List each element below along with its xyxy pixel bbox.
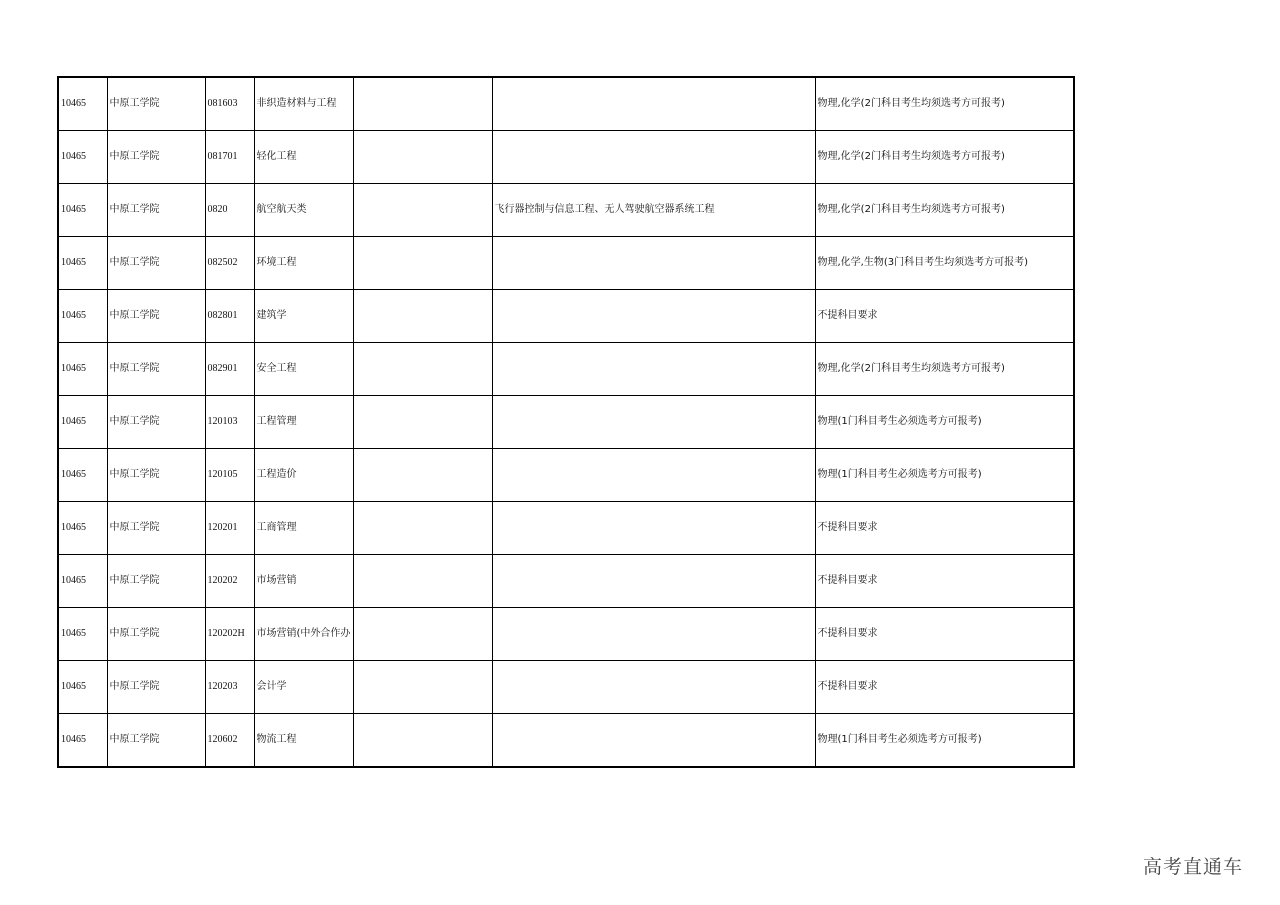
school-code-cell: 10465 bbox=[58, 608, 107, 661]
subject-requirement-cell: 物理(1门科目考生必须选考方可报考) bbox=[815, 396, 1074, 449]
major-code-cell: 120203 bbox=[205, 661, 254, 714]
major-code-cell: 120201 bbox=[205, 502, 254, 555]
major-name-cell: 环境工程 bbox=[254, 237, 353, 290]
school-code-cell: 10465 bbox=[58, 290, 107, 343]
empty-column-cell bbox=[353, 555, 492, 608]
school-name-cell: 中原工学院 bbox=[107, 502, 205, 555]
included-majors-cell bbox=[492, 555, 815, 608]
table-row bbox=[58, 714, 1074, 768]
school-name-cell: 中原工学院 bbox=[107, 131, 205, 184]
included-majors-cell bbox=[492, 661, 815, 714]
major-code-cell: 081701 bbox=[205, 131, 254, 184]
major-code-cell: 082901 bbox=[205, 343, 254, 396]
included-majors-cell bbox=[492, 608, 815, 661]
subject-requirement-cell: 不提科目要求 bbox=[815, 661, 1074, 714]
major-code-cell: 120105 bbox=[205, 449, 254, 502]
table-row bbox=[58, 77, 1074, 131]
major-code-cell: 120103 bbox=[205, 396, 254, 449]
major-name-cell: 工程造价 bbox=[254, 449, 353, 502]
subject-requirement-cell: 不提科目要求 bbox=[815, 555, 1074, 608]
included-majors-cell: 飞行器控制与信息工程、无人驾驶航空器系统工程 bbox=[492, 184, 815, 237]
major-name-cell: 物流工程 bbox=[254, 714, 353, 768]
subject-requirement-cell: 物理,化学(2门科目考生均须选考方可报考) bbox=[815, 131, 1074, 184]
table-row bbox=[58, 131, 1074, 184]
school-name-cell: 中原工学院 bbox=[107, 555, 205, 608]
included-majors-cell bbox=[492, 449, 815, 502]
empty-column-cell bbox=[353, 608, 492, 661]
school-code-cell: 10465 bbox=[58, 184, 107, 237]
school-code-cell: 10465 bbox=[58, 714, 107, 768]
subject-requirement-cell: 物理(1门科目考生必须选考方可报考) bbox=[815, 714, 1074, 768]
empty-column-cell bbox=[353, 184, 492, 237]
empty-column-cell bbox=[353, 131, 492, 184]
school-name-cell: 中原工学院 bbox=[107, 449, 205, 502]
empty-column-cell bbox=[353, 661, 492, 714]
major-name-cell: 建筑学 bbox=[254, 290, 353, 343]
table-row bbox=[58, 661, 1074, 714]
major-code-cell: 120202H bbox=[205, 608, 254, 661]
major-code-cell: 120602 bbox=[205, 714, 254, 768]
table-row bbox=[58, 290, 1074, 343]
included-majors-cell bbox=[492, 502, 815, 555]
major-name-cell: 安全工程 bbox=[254, 343, 353, 396]
major-name-cell: 市场营销 bbox=[254, 555, 353, 608]
included-majors-cell bbox=[492, 396, 815, 449]
empty-column-cell bbox=[353, 396, 492, 449]
empty-column-cell bbox=[353, 77, 492, 131]
included-majors-cell bbox=[492, 77, 815, 131]
school-code-cell: 10465 bbox=[58, 502, 107, 555]
table-row bbox=[58, 449, 1074, 502]
major-name-cell: 工商管理 bbox=[254, 502, 353, 555]
table-row bbox=[58, 555, 1074, 608]
school-name-cell: 中原工学院 bbox=[107, 237, 205, 290]
school-name-cell: 中原工学院 bbox=[107, 661, 205, 714]
school-name-cell: 中原工学院 bbox=[107, 77, 205, 131]
major-code-cell: 082502 bbox=[205, 237, 254, 290]
subject-requirement-cell: 物理,化学(2门科目考生均须选考方可报考) bbox=[815, 77, 1074, 131]
major-name-cell: 航空航天类 bbox=[254, 184, 353, 237]
table-row bbox=[58, 502, 1074, 555]
subject-requirement-cell: 物理,化学(2门科目考生均须选考方可报考) bbox=[815, 343, 1074, 396]
school-name-cell: 中原工学院 bbox=[107, 714, 205, 768]
school-code-cell: 10465 bbox=[61, 98, 86, 109]
major-name-cell: 会计学 bbox=[254, 661, 353, 714]
empty-column-cell bbox=[353, 237, 492, 290]
major-name-cell: 非织造材料与工程 bbox=[254, 77, 353, 131]
watermark-text: 高考直通车 bbox=[1143, 856, 1244, 878]
school-name-cell: 中原工学院 bbox=[107, 184, 205, 237]
included-majors-cell bbox=[492, 131, 815, 184]
empty-column-cell bbox=[353, 502, 492, 555]
school-code-cell: 10465 bbox=[58, 396, 107, 449]
school-code-cell: 10465 bbox=[58, 449, 107, 502]
subject-requirement-cell: 物理,化学(2门科目考生均须选考方可报考) bbox=[815, 184, 1074, 237]
subject-requirements-table bbox=[57, 76, 1075, 768]
table-body bbox=[58, 77, 1074, 767]
table-row bbox=[58, 237, 1074, 290]
school-name-cell: 中原工学院 bbox=[107, 396, 205, 449]
school-name-cell: 中原工学院 bbox=[107, 290, 205, 343]
table-row bbox=[58, 608, 1074, 661]
table-row bbox=[58, 184, 1074, 237]
empty-column-cell bbox=[353, 343, 492, 396]
major-name-cell: 市场营销(中外合作办 bbox=[254, 608, 353, 661]
included-majors-cell bbox=[492, 343, 815, 396]
subject-requirement-cell: 物理,化学,生物(3门科目考生均须选考方可报考) bbox=[815, 237, 1074, 290]
major-code-cell: 082801 bbox=[205, 290, 254, 343]
table-row bbox=[58, 343, 1074, 396]
empty-column-cell bbox=[353, 290, 492, 343]
subject-requirement-cell: 物理(1门科目考生必须选考方可报考) bbox=[815, 449, 1074, 502]
subject-requirement-cell: 不提科目要求 bbox=[815, 290, 1074, 343]
included-majors-cell bbox=[492, 714, 815, 768]
school-code-cell: 10465 bbox=[58, 343, 107, 396]
empty-column-cell bbox=[353, 449, 492, 502]
subject-requirement-cell: 不提科目要求 bbox=[815, 502, 1074, 555]
table-row bbox=[58, 396, 1074, 449]
included-majors-cell bbox=[492, 237, 815, 290]
school-code-cell: 10465 bbox=[58, 237, 107, 290]
major-code-cell: 120202 bbox=[205, 555, 254, 608]
major-name-cell: 工程管理 bbox=[254, 396, 353, 449]
major-code-cell: 0820 bbox=[205, 184, 254, 237]
school-name-cell: 中原工学院 bbox=[107, 608, 205, 661]
school-code-cell: 10465 bbox=[58, 131, 107, 184]
school-code-cell: 10465 bbox=[58, 555, 107, 608]
school-name-cell: 中原工学院 bbox=[107, 343, 205, 396]
subject-requirement-cell: 不提科目要求 bbox=[815, 608, 1074, 661]
school-code-cell: 10465 bbox=[58, 661, 107, 714]
empty-column-cell bbox=[353, 714, 492, 768]
major-name-cell: 轻化工程 bbox=[254, 131, 353, 184]
major-code-cell: 081603 bbox=[205, 77, 254, 131]
included-majors-cell bbox=[492, 290, 815, 343]
